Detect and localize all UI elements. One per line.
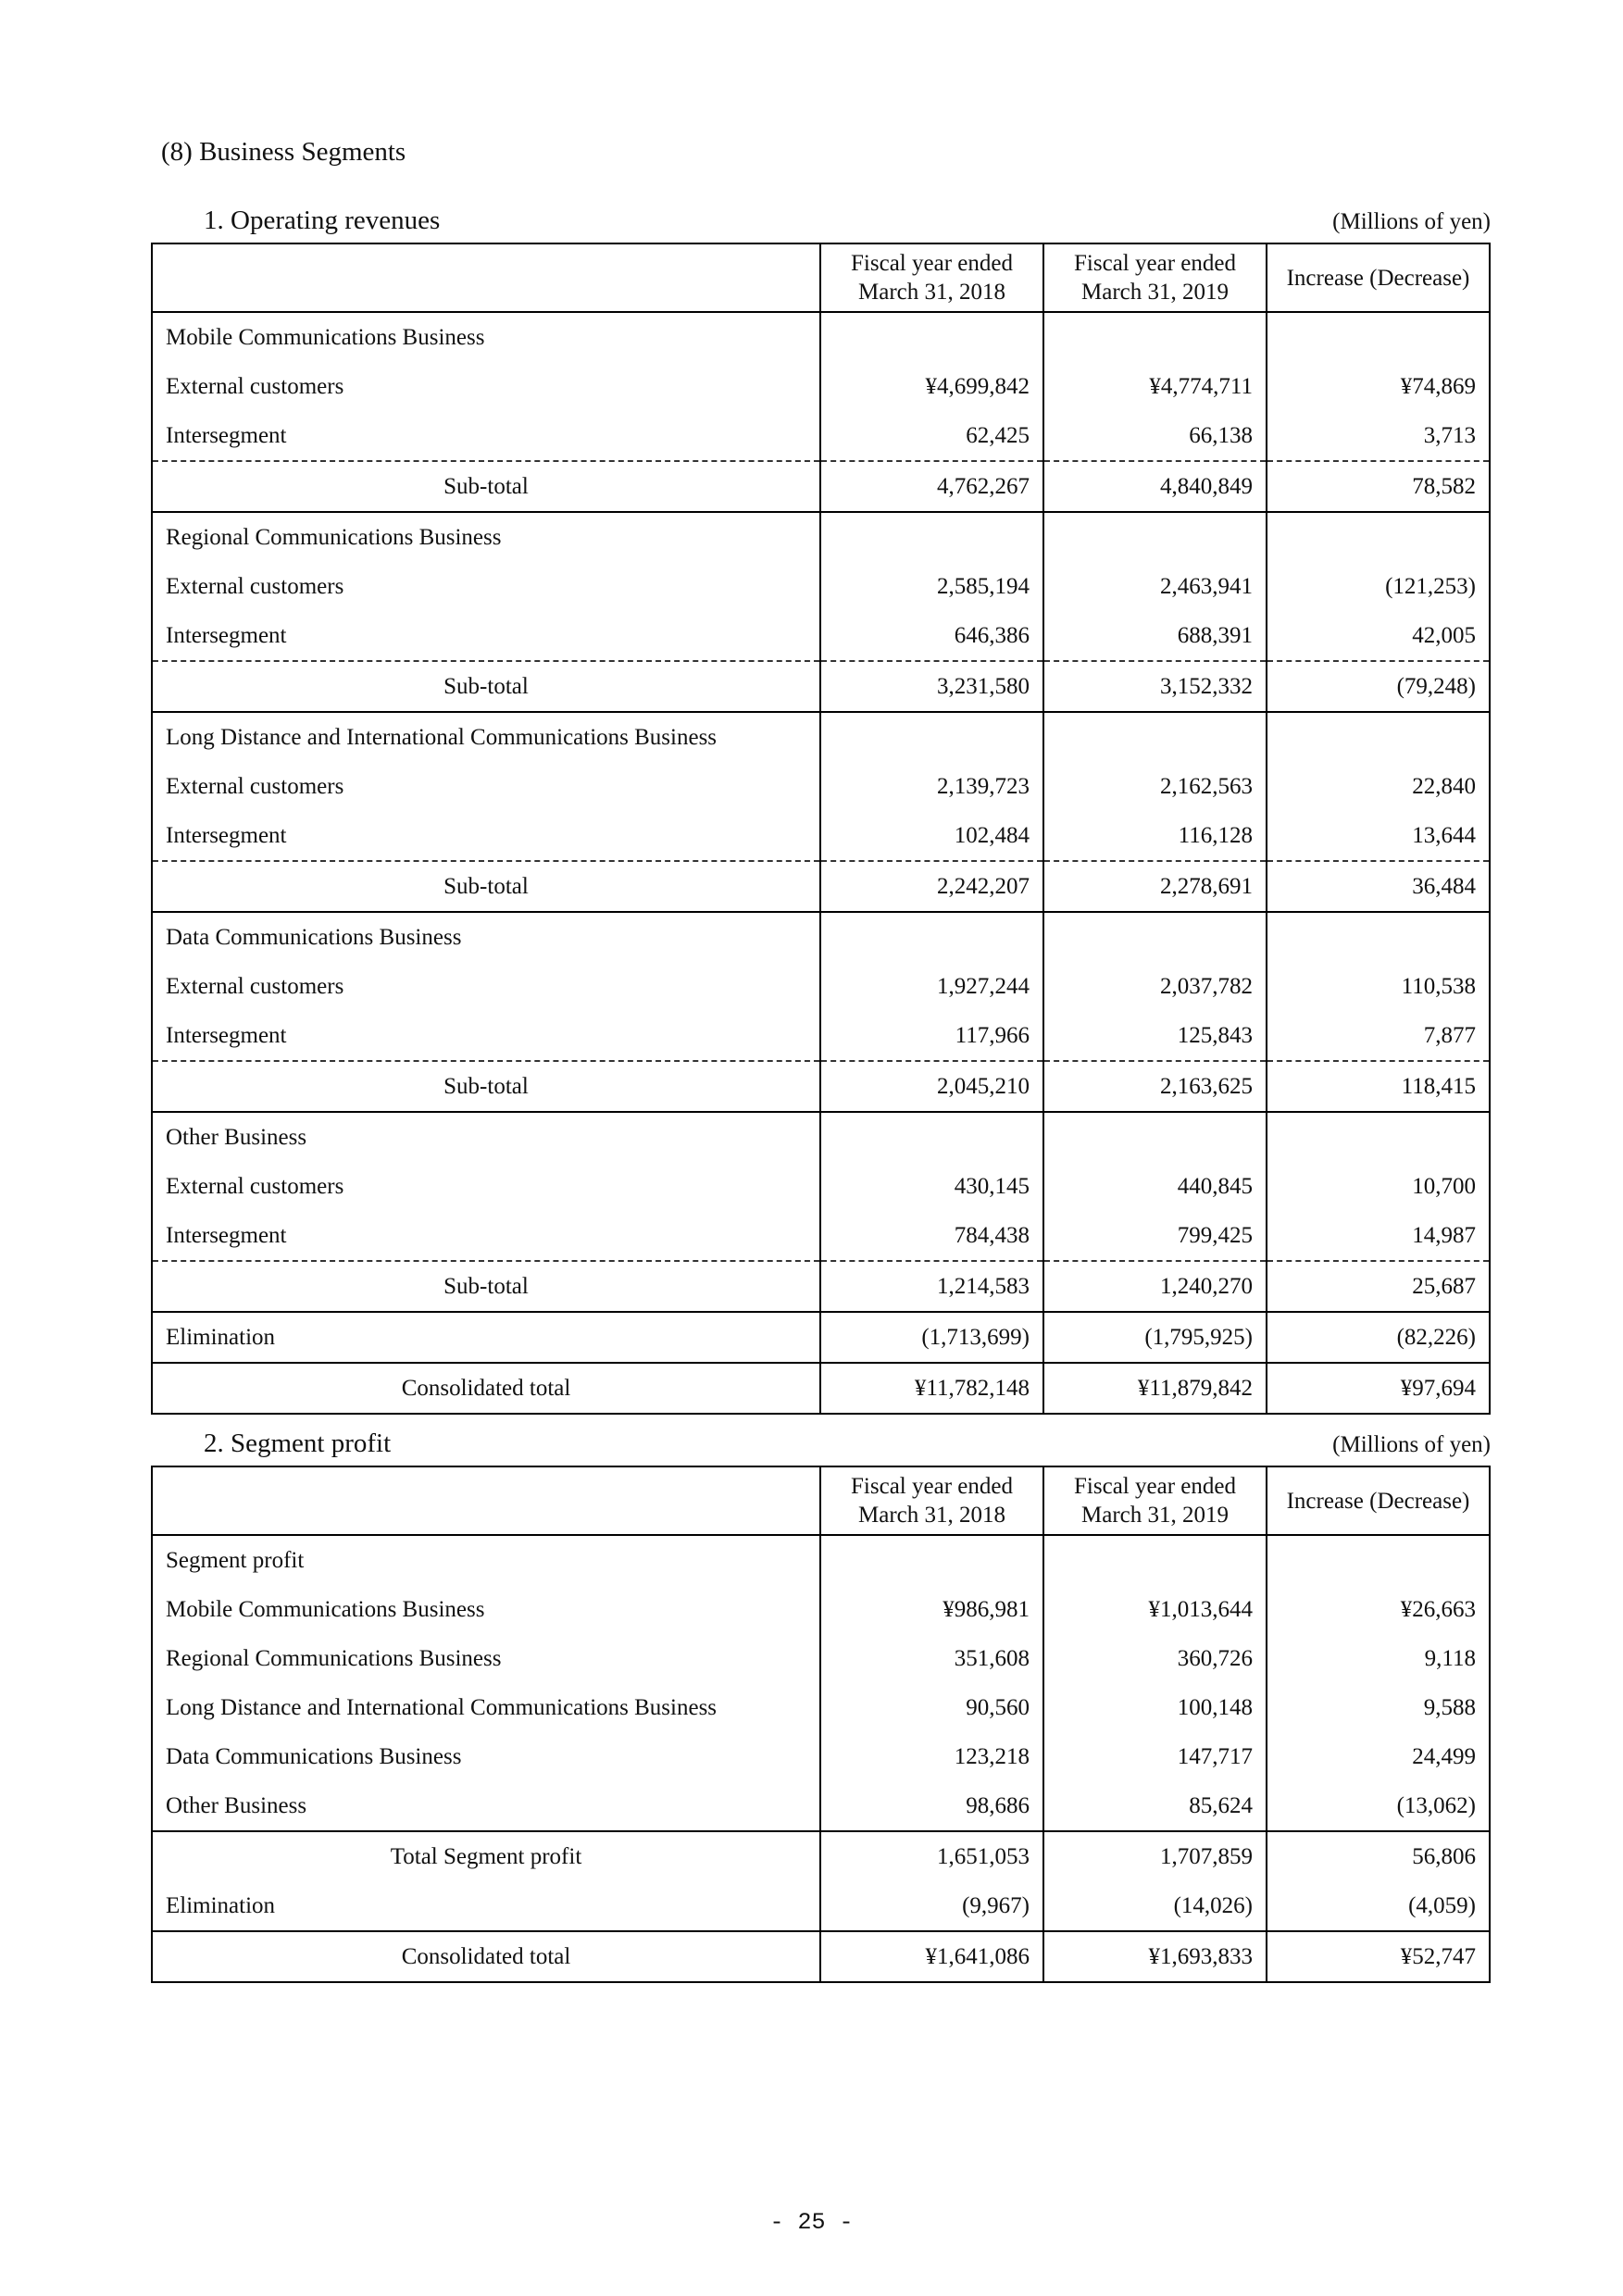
table-cell-value: 2,162,563 (1043, 762, 1267, 811)
table-cell-value: 66,138 (1043, 411, 1267, 461)
subtotal-row (152, 661, 1490, 712)
table-cell-value: 2,045,210 (820, 1061, 1043, 1112)
table-cell-label: Data Communications Business (152, 1732, 820, 1781)
table-cell-label (820, 1112, 1043, 1162)
table-cell-value: 118,415 (1267, 1061, 1490, 1112)
table-cell-value: 147,717 (1043, 1732, 1267, 1781)
table-cell-value: 24,499 (1267, 1732, 1490, 1781)
table-cell-label: Regional Communications Business (152, 512, 820, 562)
table-cell-value: 123,218 (820, 1732, 1043, 1781)
table-row (152, 1732, 1490, 1781)
table-cell-value: 98,686 (820, 1781, 1043, 1831)
table-cell-value: (13,062) (1267, 1781, 1490, 1831)
table-cell-value: 14,987 (1267, 1211, 1490, 1261)
table-cell-label (1043, 312, 1267, 362)
table-row (152, 611, 1490, 661)
table-cell-value: 646,386 (820, 611, 1043, 661)
table-cell-value: 430,145 (820, 1162, 1043, 1211)
table-cell-value: ¥986,981 (820, 1585, 1043, 1634)
table-cell-value: (1,795,925) (1043, 1312, 1267, 1363)
table-cell-label (1043, 912, 1267, 962)
table-cell-label (820, 1535, 1043, 1585)
table-cell-value: 2,463,941 (1043, 562, 1267, 611)
table-cell-value: 117,966 (820, 1011, 1043, 1061)
table-cell-label: External customers (152, 962, 820, 1011)
table-cell-label: Intersegment (152, 411, 820, 461)
table-cell-value: ¥11,879,842 (1043, 1363, 1267, 1414)
page-number: - 25 - (769, 2209, 854, 2236)
table-header-row (152, 1466, 1490, 1535)
table-cell-value: 3,152,332 (1043, 661, 1267, 712)
table-cell-value: 784,438 (820, 1211, 1043, 1261)
segment-name-row (152, 512, 1490, 562)
header-change: Increase (Decrease) (1267, 1466, 1490, 1535)
table-cell-value: 1,240,270 (1043, 1261, 1267, 1312)
table-cell-label (1043, 1112, 1267, 1162)
segment-name-row (152, 312, 1490, 362)
table-cell-value: 3,231,580 (820, 661, 1043, 712)
table-cell-value: ¥26,663 (1267, 1585, 1490, 1634)
table-cell-value: 2,585,194 (820, 562, 1043, 611)
table-row (152, 1011, 1490, 1061)
table-cell-value: 1,214,583 (820, 1261, 1043, 1312)
table-cell-value: ¥74,869 (1267, 362, 1490, 411)
table-cell-value: ¥1,693,833 (1043, 1931, 1267, 1982)
table-cell-label (820, 312, 1043, 362)
segment-name-row (152, 912, 1490, 962)
table-cell-value: 1,707,859 (1043, 1831, 1267, 1881)
subtotal-row (152, 1061, 1490, 1112)
table-cell-value: 116,128 (1043, 811, 1267, 861)
header-blank-cell (152, 243, 820, 312)
table-cell-label (1043, 512, 1267, 562)
table-cell-value: ¥97,694 (1267, 1363, 1490, 1414)
table-cell-value: 42,005 (1267, 611, 1490, 661)
table-cell-label: Intersegment (152, 1011, 820, 1061)
table-cell-label: External customers (152, 362, 820, 411)
table-cell-label: Data Communications Business (152, 912, 820, 962)
table-cell-value: 102,484 (820, 811, 1043, 861)
header-fy2019: Fiscal year ended March 31, 2019 (1043, 243, 1267, 312)
table-cell-value: 440,845 (1043, 1162, 1267, 1211)
table-cell-label (1267, 712, 1490, 762)
table-row (152, 1781, 1490, 1831)
table-cell-label: Intersegment (152, 611, 820, 661)
table-cell-value: ¥52,747 (1267, 1931, 1490, 1982)
table-cell-label: Consolidated total (152, 1363, 820, 1414)
table-cell-value: (121,253) (1267, 562, 1490, 611)
table-row (152, 411, 1490, 461)
table-cell-label (1267, 1112, 1490, 1162)
table-cell-value: 2,278,691 (1043, 861, 1267, 912)
table-cell-value: 799,425 (1043, 1211, 1267, 1261)
subtotal-row (152, 1261, 1490, 1312)
table-row (152, 1211, 1490, 1261)
table-cell-label: Total Segment profit (152, 1831, 820, 1881)
table-cell-label (1043, 1535, 1267, 1585)
profit-unit-label: (Millions of yen) (1332, 1432, 1491, 1457)
table-cell-label (820, 512, 1043, 562)
table-cell-label: Segment profit (152, 1535, 820, 1585)
subtotal-row (152, 861, 1490, 912)
table-row (152, 362, 1490, 411)
table-cell-label: Sub-total (152, 1261, 820, 1312)
total-segment-row (152, 1831, 1490, 1881)
table-cell-value: 351,608 (820, 1634, 1043, 1683)
table-cell-label (1267, 1535, 1490, 1585)
header-fy2018: Fiscal year ended March 31, 2018 (820, 243, 1043, 312)
table-cell-value: ¥11,782,148 (820, 1363, 1043, 1414)
group-label-row (152, 1535, 1490, 1585)
table-cell-value: (9,967) (820, 1881, 1043, 1931)
revenues-heading (151, 206, 1491, 237)
table-row (152, 1162, 1490, 1211)
table-cell-label (1267, 512, 1490, 562)
table-row (152, 1683, 1490, 1732)
table-cell-value: 3,713 (1267, 411, 1490, 461)
table-cell-label: Long Distance and International Communications Business (152, 712, 820, 762)
elimination-row (152, 1312, 1490, 1363)
table-cell-value: 2,139,723 (820, 762, 1043, 811)
profit-heading (151, 1429, 1491, 1460)
table-cell-value: 10,700 (1267, 1162, 1490, 1211)
table-cell-label: Sub-total (152, 861, 820, 912)
table-cell-value: 1,651,053 (820, 1831, 1043, 1881)
table-cell-label: Intersegment (152, 1211, 820, 1261)
section-title: (8) Business Segments (161, 137, 406, 167)
table-cell-label: Sub-total (152, 461, 820, 512)
table-cell-value: 90,560 (820, 1683, 1043, 1732)
table-row (152, 762, 1490, 811)
table-cell-label: Sub-total (152, 1061, 820, 1112)
table-cell-value: 2,037,782 (1043, 962, 1267, 1011)
table-cell-value: 4,762,267 (820, 461, 1043, 512)
table-cell-label (820, 712, 1043, 762)
table-cell-value: (79,248) (1267, 661, 1490, 712)
table-cell-label: External customers (152, 1162, 820, 1211)
table-cell-label (1267, 312, 1490, 362)
table-cell-value: 2,242,207 (820, 861, 1043, 912)
table-cell-value: 688,391 (1043, 611, 1267, 661)
table-cell-value: ¥1,641,086 (820, 1931, 1043, 1982)
table-cell-label: Consolidated total (152, 1931, 820, 1982)
table-row (152, 562, 1490, 611)
table-cell-value: 110,538 (1267, 962, 1490, 1011)
table-cell-value: 100,148 (1043, 1683, 1267, 1732)
revenues-title: 1. Operating revenues (204, 206, 441, 235)
table-cell-value: ¥4,774,711 (1043, 362, 1267, 411)
table-cell-label: Elimination (152, 1312, 820, 1363)
table-cell-value: 4,840,849 (1043, 461, 1267, 512)
table-cell-value: 13,644 (1267, 811, 1490, 861)
table-cell-value: 78,582 (1267, 461, 1490, 512)
table-cell-label: Intersegment (152, 811, 820, 861)
table-row (152, 1634, 1490, 1683)
table-cell-value: ¥4,699,842 (820, 362, 1043, 411)
table-cell-value: (14,026) (1043, 1881, 1267, 1931)
table-cell-value: 125,843 (1043, 1011, 1267, 1061)
table-cell-value: 22,840 (1267, 762, 1490, 811)
subtotal-row (152, 461, 1490, 512)
segment-name-row (152, 712, 1490, 762)
table-cell-value: 56,806 (1267, 1831, 1490, 1881)
table-cell-value: (82,226) (1267, 1312, 1490, 1363)
table-cell-label: Other Business (152, 1781, 820, 1831)
table-cell-label: Elimination (152, 1881, 820, 1931)
profit-title: 2. Segment profit (204, 1429, 392, 1458)
table-cell-label: Regional Communications Business (152, 1634, 820, 1683)
segment-name-row (152, 1112, 1490, 1162)
table-cell-label (820, 912, 1043, 962)
table-cell-value: ¥1,013,644 (1043, 1585, 1267, 1634)
table-cell-label (1043, 712, 1267, 762)
header-blank-cell (152, 1466, 820, 1535)
table-cell-value: 360,726 (1043, 1634, 1267, 1683)
table-cell-label: Mobile Communications Business (152, 1585, 820, 1634)
table-cell-value: 7,877 (1267, 1011, 1490, 1061)
consolidated-total-row (152, 1931, 1490, 1982)
table-cell-label: Long Distance and International Communications Business (152, 1683, 820, 1732)
table-cell-label: External customers (152, 562, 820, 611)
table-cell-label (1267, 912, 1490, 962)
table-cell-value: 85,624 (1043, 1781, 1267, 1831)
table-cell-value: (1,713,699) (820, 1312, 1043, 1363)
table-cell-label: Other Business (152, 1112, 820, 1162)
header-fy2018: Fiscal year ended March 31, 2018 (820, 1466, 1043, 1535)
table-cell-value: 9,588 (1267, 1683, 1490, 1732)
table-cell-value: 9,118 (1267, 1634, 1490, 1683)
elimination-row (152, 1881, 1490, 1931)
segment-profit-table (151, 1466, 1491, 1983)
table-cell-value: 1,927,244 (820, 962, 1043, 1011)
table-row (152, 1585, 1490, 1634)
table-cell-value: 62,425 (820, 411, 1043, 461)
table-header-row (152, 243, 1490, 312)
revenues-unit-label: (Millions of yen) (1332, 209, 1491, 234)
consolidated-total-row (152, 1363, 1490, 1414)
table-cell-label: Sub-total (152, 661, 820, 712)
operating-revenues-table (151, 243, 1491, 1415)
table-cell-value: 2,163,625 (1043, 1061, 1267, 1112)
table-row (152, 811, 1490, 861)
table-cell-label: External customers (152, 762, 820, 811)
header-change: Increase (Decrease) (1267, 243, 1490, 312)
table-row (152, 962, 1490, 1011)
header-fy2019: Fiscal year ended March 31, 2019 (1043, 1466, 1267, 1535)
table-cell-label: Mobile Communications Business (152, 312, 820, 362)
table-cell-value: 36,484 (1267, 861, 1490, 912)
table-cell-value: (4,059) (1267, 1881, 1490, 1931)
table-cell-value: 25,687 (1267, 1261, 1490, 1312)
